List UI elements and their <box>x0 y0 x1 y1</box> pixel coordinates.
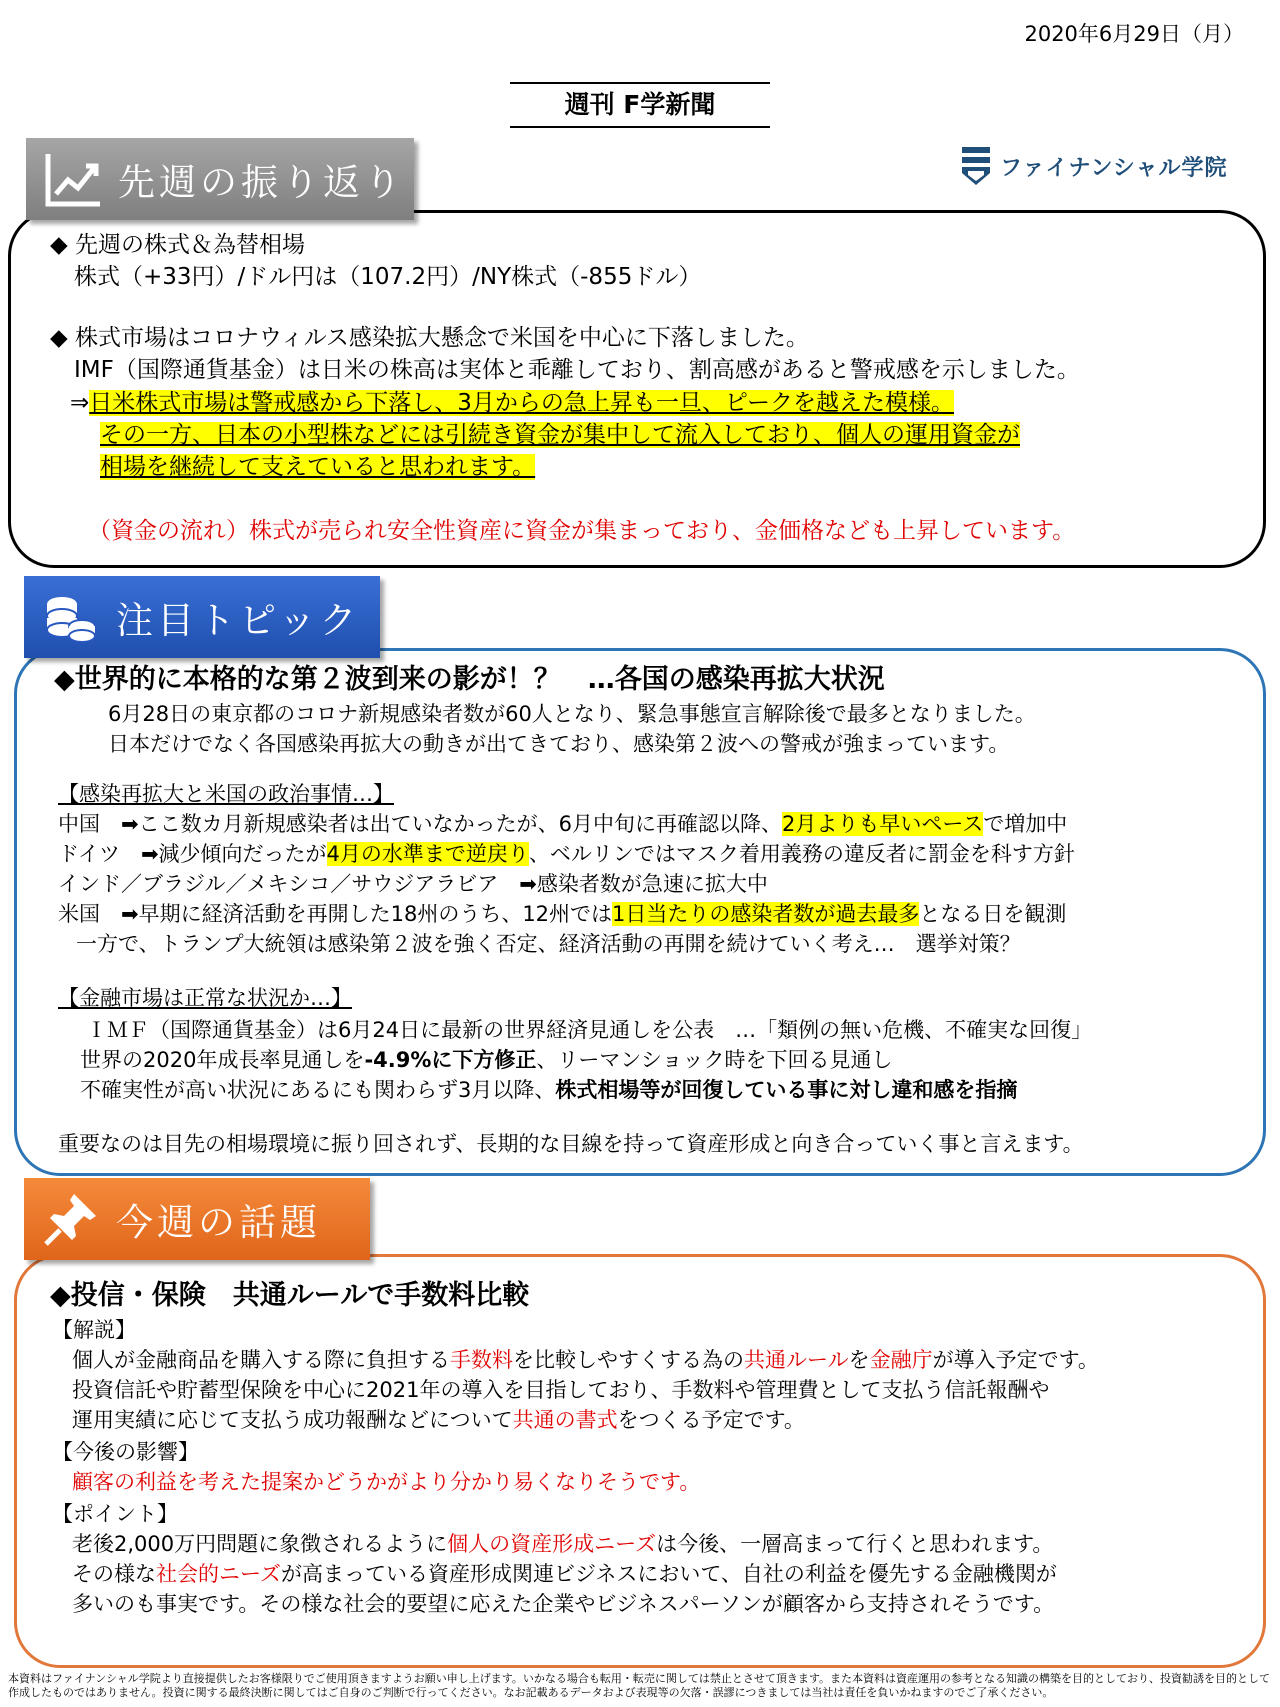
country-row-us <box>58 902 1066 927</box>
imf-line-2 <box>80 1048 892 1073</box>
row-text: が高まっている資産形成関連ビジネスにおいて、自社の利益を優先する金融機関が <box>280 1562 1057 1586</box>
this-week-heading: ◆投信・保険 共通ルールで手数料比較 <box>50 1280 530 1311</box>
market-summary: 株式（+33円）/ドル円は（107.2円）/NY株式（-855ドル） <box>74 264 702 290</box>
highlight-text: 相場を継続して支えていると思われます。 <box>100 454 536 480</box>
row-text: ドイツ ➡減少傾向だったが <box>58 842 327 866</box>
section-tab-last-week <box>26 138 414 220</box>
row-text: 個人が金融商品を購入する際に負担する <box>72 1348 450 1372</box>
subheading-politics: 【感染再拡大と米国の政治事情…】 <box>58 782 394 806</box>
arrow-glyph: ⇒ <box>70 390 90 416</box>
bold-text: 株式相場等が回復している事に対し違和感を指摘 <box>555 1078 1018 1102</box>
topic-paragraph-1: 6月28日の東京都のコロナ新規感染者数が60人となり、緊急事態宣言解除後で最多となりました。 <box>108 702 1036 726</box>
coins-icon <box>40 586 102 648</box>
market-heading: ◆ 先週の株式＆為替相場 <box>50 232 305 258</box>
imf-comment: IMF（国際通貨基金）は日米の株高は実体と乖離しており、割高感があると警戒感を示しました。 <box>74 357 1080 383</box>
row-text: を <box>848 1348 870 1372</box>
row-text: 不確実性が高い状況にあるにも関わらず3月以降、 <box>80 1078 556 1102</box>
highlight-text: 2月よりも早いペース <box>781 812 984 836</box>
red-text: 手数料 <box>450 1348 513 1372</box>
pushpin-icon <box>40 1188 102 1250</box>
section-tab-label: 注目トピック <box>116 599 361 642</box>
disclaimer: 本資料はファイナンシャル学院より直接提供したお客様限りでご使用頂きますようお願い申し上げます。いかなる場合も転用・転売に関しては禁止とさせて頂きます。また本資料は資産運用の参考となる知識の構築を目的としており、投資勧誘を目的として作成したものではありません。投資に関する最終決断に関してはご自身のご判断で行ってください。なお記載あるデータおよび表現等の欠落・誤謬につきましては当社は責任を負いかねますのでご了承ください。 <box>8 1672 1270 1700</box>
point-line-1 <box>72 1532 1053 1557</box>
row-text: 運用実績に応じて支払う成功報酬などについて <box>72 1408 513 1432</box>
imf-line-1: ＩＭＦ（国際通貨基金）は6月24日に最新の世界経済見通しを公表 …「類例の無い危機、不確実な回復」 <box>86 1018 1093 1042</box>
topic-heading: ◆世界的に本格的な第２波到来の影が！？ …各国の感染再拡大状況 <box>54 664 885 695</box>
red-text: 金融庁 <box>869 1348 933 1372</box>
highlight-line-1 <box>70 390 954 418</box>
red-text: 個人の資産形成ニーズ <box>447 1532 657 1556</box>
topic-conclusion: 重要なのは目先の相場環境に振り回されず、長期的な目線を持って資産形成と向き合っていく事と言えます。 <box>58 1132 1084 1156</box>
label-impact: 【今後の影響】 <box>52 1440 199 1464</box>
row-text: 世界の2020年成長率見通しを <box>80 1048 365 1072</box>
section-tab-this-week <box>24 1178 370 1260</box>
row-text: となる日を観測 <box>919 902 1067 926</box>
row-text: をつくる予定です。 <box>617 1408 805 1432</box>
newsletter-title: 週刊 F学新聞 <box>510 82 770 128</box>
highlight-text: 日米株式市場は警戒感から下落し、3月からの急上昇も一旦、ピークを越えた模様。 <box>89 390 954 416</box>
label-explanation: 【解説】 <box>52 1318 136 1342</box>
highlight-text: 4月の水準まで逆戻り <box>326 842 529 866</box>
explanation-line-2: 投資信託や貯蓄型保険を中心に2021年の導入を目指しており、手数料や管理費として支払う信託報酬や <box>72 1378 1050 1402</box>
red-text: 共通ルール <box>744 1348 849 1372</box>
row-text: 米国 ➡早期に経済活動を再開した18州のうち、12州では <box>58 902 613 926</box>
point-line-2 <box>72 1562 1057 1587</box>
topic-paragraph-2: 日本だけでなく各国感染再拡大の動きが出てきており、感染第２波への警戒が強まっています。 <box>108 732 1010 756</box>
issue-date: 2020年6月29日（月） <box>1024 22 1244 46</box>
row-text: 中国 ➡ここ数カ月新規感染者は出ていなかったが、6月中旬に再確認以降、 <box>58 812 782 836</box>
section-tab-topic <box>24 576 380 658</box>
imf-line-3 <box>80 1078 1017 1103</box>
logo-text: ファイナンシャル学院 <box>1000 155 1228 181</box>
country-row-germany <box>58 842 1075 867</box>
red-text: 共通の書式 <box>512 1408 618 1432</box>
highlight-line-2 <box>100 422 1020 450</box>
row-text: が導入予定です。 <box>932 1348 1099 1372</box>
logo-shield-icon <box>960 145 992 187</box>
impact-text: 顧客の利益を考えた提案かどうかがより分かり易くなりそうです。 <box>72 1470 701 1494</box>
section-tab-label: 今週の話題 <box>116 1201 321 1244</box>
money-flow-note: （資金の流れ）株式が売られ安全性資産に資金が集まっており、金価格なども上昇しています。 <box>88 518 1076 544</box>
red-text: 社会的ニーズ <box>156 1562 281 1586</box>
stock-market-heading: ◆ 株式市場はコロナウィルス感染拡大懸念で米国を中心に下落しました。 <box>50 325 809 351</box>
line-chart-icon <box>42 148 104 210</box>
row-text: は今後、一層高まって行くと思われます。 <box>656 1532 1054 1556</box>
row-text: 、リーマンショック時を下回る見通し <box>536 1048 893 1072</box>
subheading-finance: 【金融市場は正常な状況か…】 <box>58 986 352 1010</box>
explanation-line-1 <box>72 1348 1099 1373</box>
row-text: その様な <box>72 1562 156 1586</box>
point-line-3: 多いのも事実です。その様な社会的要望に応えた企業やビジネスパーソンが顧客から支持されそうです。 <box>72 1592 1055 1616</box>
country-row-others: インド／ブラジル／メキシコ／サウジアラビア ➡感染者数が急速に拡大中 <box>58 872 768 896</box>
row-text: 、ベルリンではマスク着用義務の違反者に罰金を科す方針 <box>528 842 1075 866</box>
us-politics-note: 一方で、トランプ大統領は感染第２波を強く否定、経済活動の再開を続けていく考え… 選挙対策？ <box>76 932 1021 956</box>
row-text: を比較しやすくする為の <box>513 1348 744 1372</box>
highlight-line-3 <box>100 454 535 482</box>
highlight-text: 1日当たりの感染者数が過去最多 <box>612 902 920 926</box>
country-row-china <box>58 812 1067 837</box>
highlight-text: その一方、日本の小型株などには引続き資金が集中して流入しており、個人の運用資金が <box>100 422 1020 448</box>
row-text: で増加中 <box>983 812 1068 836</box>
row-text: 老後2,000万円問題に象徴されるように <box>72 1532 448 1556</box>
bold-text: -4.9%に下方修正 <box>364 1048 537 1072</box>
section-tab-label: 先週の振り返り <box>118 161 405 204</box>
company-logo <box>960 145 1227 187</box>
explanation-line-3 <box>72 1408 805 1433</box>
label-point: 【ポイント】 <box>52 1502 178 1526</box>
